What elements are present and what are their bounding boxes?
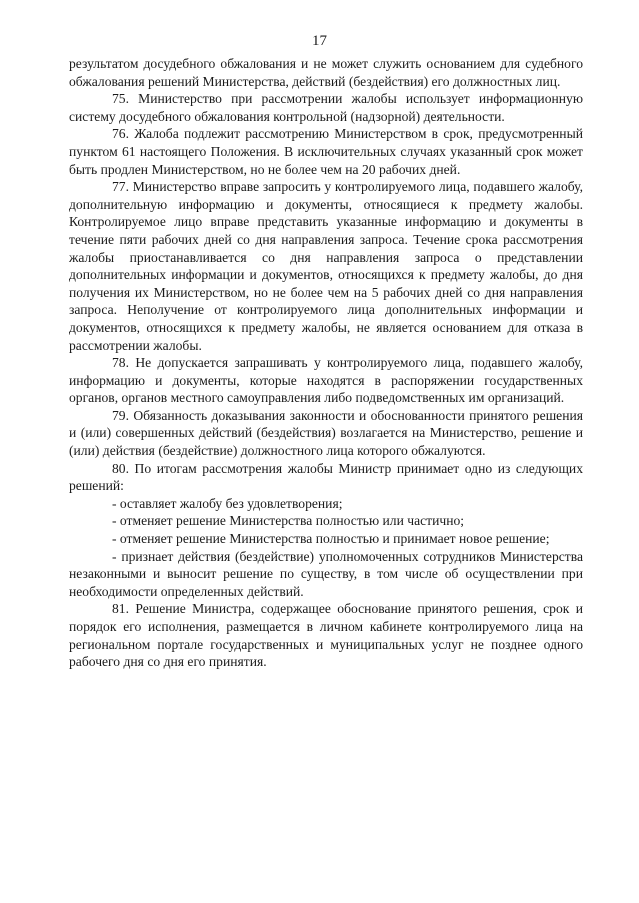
paragraph-continuation: результатом досудебного обжалования и не может служить основанием для судебного обжалования решений Министерства, действий (бездействия) его должностных лиц. xyxy=(69,56,583,89)
list-item-80-4: - признает действия (бездействие) уполномоченных сотрудников Министерства незаконными и выносит решение по существу, в том числе об осуществлении при необходимости определенных действий. xyxy=(69,548,583,599)
list-item-80-1: - оставляет жалобу без удовлетворения; xyxy=(112,495,343,511)
document-body xyxy=(69,55,583,671)
page-number: 17 xyxy=(312,33,327,49)
paragraph-75: 75. Министерство при рассмотрении жалобы использует информационную систему досудебного обжалования контрольной (надзорной) деятельности. xyxy=(69,91,583,124)
paragraph-80: 80. По итогам рассмотрения жалобы Министр принимает одно из следующих решений: xyxy=(69,460,583,494)
paragraph-78: 78. Не допускается запрашивать у контролируемого лица, подавшего жалобу, информацию и документы, которые находятся в распоряжении государственных органов, органов местного самоуправления либо подведомственных им организаций. xyxy=(69,355,583,406)
paragraph-79: 79. Обязанность доказывания законности и обоснованности принятого решения и (или) совершенных действий (бездействия) возлагается на Министерство, решение и (или) действия (бездействие) должностного лица которого обжалуются. xyxy=(69,407,583,459)
list-item-80-3: - отменяет решение Министерства полностью и принимает новое решение; xyxy=(112,531,550,547)
paragraph-81: 81. Решение Министра, содержащее обоснование принятого решения, срок и порядок его исполнения, размещается в личном кабинете контролируемого лица на региональном портале государственных и муниципальных услуг не позднее одного рабочего дня со дня его принятия. xyxy=(69,601,583,670)
paragraph-77: 77. Министерство вправе запросить у контролируемого лица, подавшего жалобу, дополнительную информацию и документы, относящиеся к предмету жалобы. Контролируемое лицо вправе представить указанные информацию и документы в течение пяти рабочих дней со дня направления запроса. Течение срока рассмотрения жалобы приостанавливается со дня направления запроса о представлении дополнительных информации и документов, относящихся к предмету жалобы, до дня получения их Министерством, но не более чем на 5 рабочих дней со дня направления запроса. Неполучение от контролируемого лица дополнительных информации и документов, относящихся к предмету жалобы, не является основанием для отказа в рассмотрении жалобы. xyxy=(69,179,583,353)
paragraph-76: 76. Жалоба подлежит рассмотрению Министерством в срок, предусмотренный пунктом 61 настоящего Положения. В исключительных случаях указанный срок может быть продлен Министерством, но не более чем на 20 рабочих дней. xyxy=(69,126,583,177)
list-item-80-2: - отменяет решение Министерства полностью или частично; xyxy=(112,513,465,529)
